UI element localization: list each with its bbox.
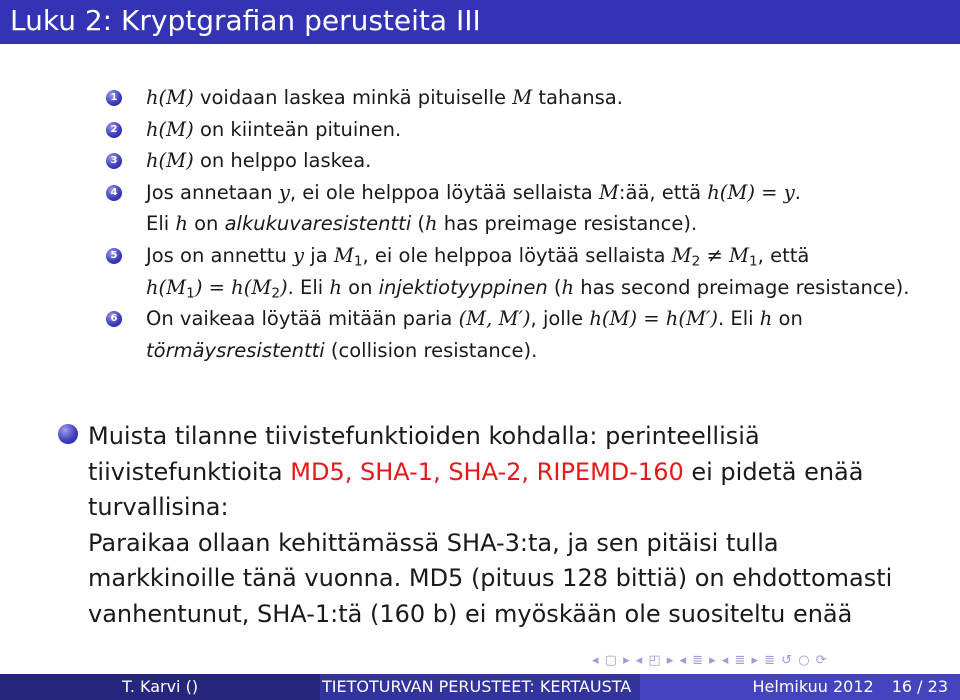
math: y bbox=[293, 243, 305, 267]
footer-bar bbox=[0, 674, 960, 700]
text: has preimage resistance). bbox=[437, 212, 698, 236]
item-number-badge: 1 bbox=[106, 90, 122, 106]
text: tahansa. bbox=[532, 86, 623, 109]
beamer-navigation-icons[interactable]: ◂ ▢ ▸ ◂ ◰ ▸ ◂ ≣ ▸ ◂ ≣ ▸ ≣ ↺ ○ ⟳ bbox=[592, 653, 828, 668]
text: on bbox=[187, 212, 225, 236]
item-number-badge: 3 bbox=[106, 153, 122, 169]
math: h bbox=[329, 275, 342, 299]
text: , että bbox=[757, 243, 810, 267]
math: h(M) bbox=[146, 117, 194, 141]
emphasis: törmäysresistentti bbox=[146, 338, 325, 362]
math: M bbox=[671, 243, 692, 267]
text: :ää, että bbox=[618, 180, 708, 204]
numbered-list bbox=[106, 82, 936, 366]
item-number-badge: 6 bbox=[106, 311, 122, 327]
text: On vaikeaa löytää mitään paria bbox=[146, 307, 459, 331]
math: h(M) bbox=[146, 149, 194, 173]
text: ei pidetä enää turvallisina: bbox=[88, 457, 864, 521]
text: . bbox=[794, 180, 801, 204]
text: (collision resistance). bbox=[324, 338, 538, 362]
item-number-badge: 4 bbox=[106, 185, 122, 201]
math: h bbox=[759, 307, 773, 331]
text: . Eli bbox=[717, 307, 760, 331]
list-item-6 bbox=[106, 303, 936, 366]
text: Jos annetaan bbox=[146, 180, 279, 204]
subscript: 1 bbox=[748, 253, 758, 270]
text: on bbox=[772, 307, 803, 331]
subscript: 1 bbox=[186, 284, 195, 301]
list-item-1 bbox=[106, 82, 936, 114]
math: y bbox=[278, 180, 290, 204]
text: ja bbox=[304, 243, 334, 267]
math: h(M) = h(M′) bbox=[589, 307, 718, 331]
text: Jos on annettu bbox=[146, 243, 294, 267]
math: M bbox=[333, 243, 354, 267]
text: on kiinteän pituinen. bbox=[193, 117, 402, 141]
text: , ei ole helppoa löytää sellaista bbox=[289, 180, 599, 204]
subscript: 2 bbox=[271, 284, 280, 301]
text: ( bbox=[411, 212, 426, 236]
note-paragraph bbox=[88, 419, 918, 632]
math: h(M) bbox=[146, 86, 194, 109]
emphasis: injektiotyyppinen bbox=[378, 275, 548, 299]
highlight-algorithms: MD5, SHA-1, SHA-2, RIPEMD-160 bbox=[290, 457, 684, 486]
text: Paraikaa ollaan kehittämässä SHA-3:ta, ja sen pitäisi tulla markkinoille tänä vuonna. MD5 (pituus 128 bittiä) on ehdottomasti vanhentunut, SHA-1:tä (160 b) ei myöskään ole suositeltu enää bbox=[88, 528, 893, 628]
list-item-3 bbox=[106, 145, 936, 177]
text: on helppo laskea. bbox=[193, 149, 372, 173]
math: ) = h(M bbox=[194, 275, 272, 299]
math: h bbox=[175, 212, 188, 236]
math: h(M) = y bbox=[707, 180, 795, 204]
text: , ei ole helppoa löytää sellaista bbox=[362, 243, 672, 267]
math: ) bbox=[280, 275, 288, 299]
text: on bbox=[341, 275, 379, 299]
math: M bbox=[729, 243, 749, 267]
math: h bbox=[425, 212, 438, 236]
text: has second preimage resistance). bbox=[574, 275, 910, 299]
slide-title: Luku 2: Kryptgrafian perusteita III bbox=[10, 4, 481, 37]
math: M bbox=[598, 180, 619, 204]
text: Muista tilanne tiivistefunktioiden kohdalla: perinteellisiä tiivistefunktioita bbox=[88, 422, 760, 486]
text: Eli bbox=[146, 212, 176, 236]
footer-right bbox=[640, 674, 960, 700]
subscript: 2 bbox=[691, 253, 701, 270]
text: , jolle bbox=[530, 307, 590, 331]
footer-course: TIETOTURVAN PERUSTEET: KERTAUSTA bbox=[320, 674, 640, 700]
text: . Eli bbox=[287, 275, 330, 299]
list-item-2 bbox=[106, 114, 936, 146]
math: (M, M′) bbox=[458, 307, 531, 331]
math: h(M bbox=[146, 275, 187, 299]
text: voidaan laskea minkä pituiselle bbox=[193, 86, 513, 109]
math: h bbox=[561, 275, 575, 299]
footer-page: 16 / 23 bbox=[891, 677, 948, 696]
footer-date: Helmikuu 2012 bbox=[752, 677, 874, 696]
item-number-badge: 5 bbox=[106, 248, 122, 264]
text: ( bbox=[547, 275, 562, 299]
item-number-badge: 2 bbox=[106, 122, 122, 138]
emphasis: alkukuvaresistentti bbox=[224, 212, 412, 236]
title-bar bbox=[0, 0, 960, 44]
list-item-5 bbox=[106, 240, 936, 303]
math: M bbox=[512, 86, 533, 109]
footer-author: T. Karvi () bbox=[0, 674, 320, 700]
subscript: 1 bbox=[353, 253, 363, 270]
math: ≠ bbox=[700, 243, 730, 267]
list-item-4 bbox=[106, 177, 936, 240]
bullet-icon bbox=[58, 424, 78, 444]
